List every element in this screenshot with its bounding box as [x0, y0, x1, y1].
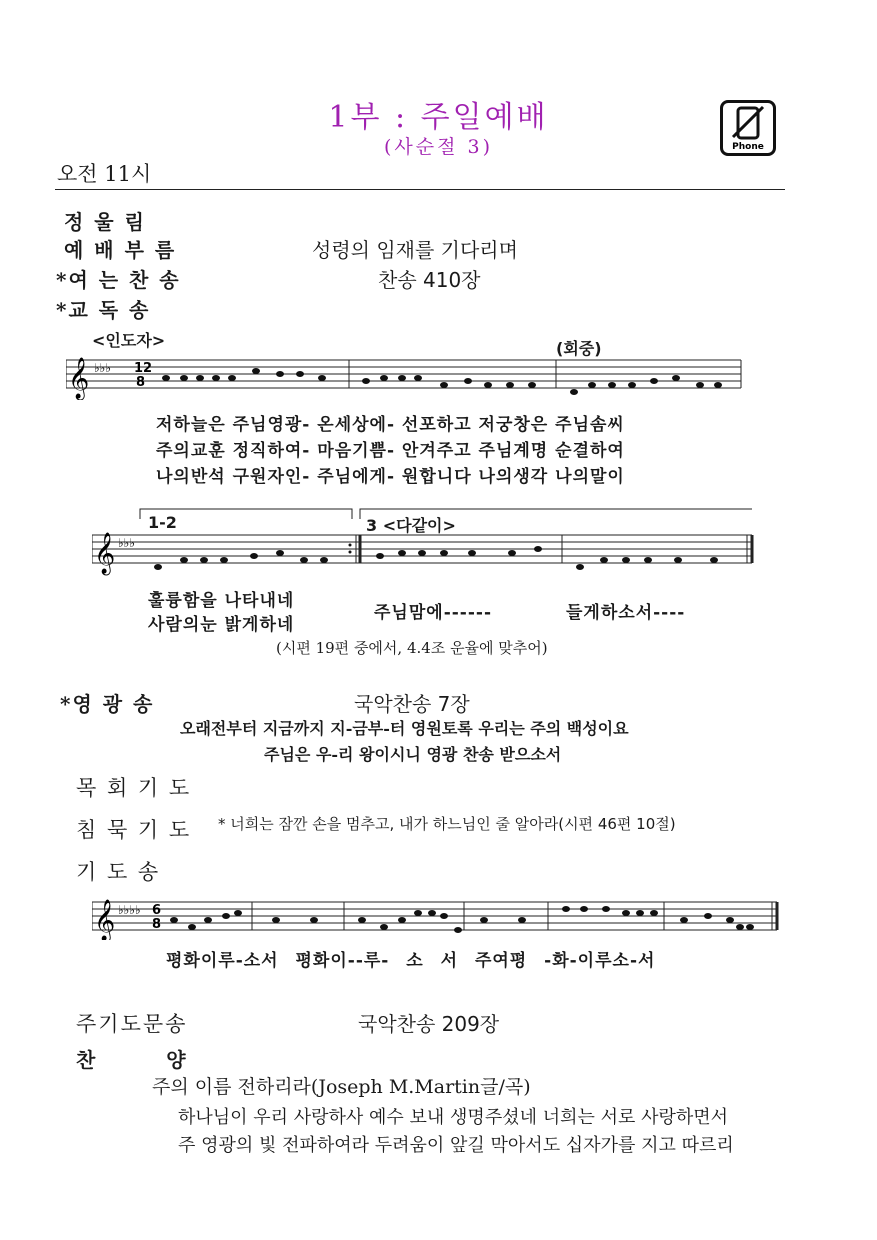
page-title: 1부 : 주일예배 [328, 100, 549, 135]
order-item-call-to-worship: 예 배 부 름 [64, 238, 177, 262]
lords-prayer-value: 국악찬송 209장 [358, 1012, 500, 1036]
ending-3-label: 3 <다같이> [366, 516, 456, 535]
svg-text:♭♭♭: ♭♭♭ [118, 536, 135, 550]
svg-text:♭♭♭♭: ♭♭♭♭ [118, 903, 141, 917]
leader-label: <인도자> [92, 331, 166, 350]
ending-1-2-label: 1-2 [148, 513, 177, 532]
page-subtitle: (사순절 3) [383, 136, 493, 158]
call-to-worship-value: 성령의 임재를 기다리며 [312, 238, 518, 262]
phone-label: Phone [732, 142, 764, 152]
prayer-song-lyrics: 평화이루-소서 평화이--루- 소 서 주여평 -화-이루소-서 [166, 951, 656, 971]
order-item-lords-prayer: 주기도문송 [76, 1012, 188, 1036]
no-phone-icon [720, 100, 776, 156]
service-time: 오전 11시 [57, 162, 152, 186]
svg-text:8: 8 [136, 375, 146, 390]
staff1-lyrics-verse1: 저하늘은 주님영광- 온세상에- 선포하고 저궁창은 주님솜씨 [156, 415, 625, 435]
staff2-lyrics-final: 들게하소서---- [566, 603, 686, 623]
treble-clef-icon: 𝄞 [94, 533, 116, 574]
anthem-lyrics-line2: 주 영광의 빛 전파하여라 두려움이 앞길 막아서도 십자가를 지고 따르리 [178, 1135, 734, 1156]
order-item-silent-prayer: 침 묵 기 도 [76, 818, 192, 842]
order-item-prelude: 정 울 림 [64, 210, 146, 234]
staff1-lyrics-verse3: 나의반석 구원자인- 주님에게- 원합니다 나의생각 나의말이 [156, 467, 625, 487]
gloria-lyrics-line2: 주님은 우-리 왕이시니 영광 찬송 받으소서 [264, 745, 562, 764]
order-item-anthem: 찬 양 [76, 1048, 188, 1072]
order-item-responsive-reading: *교 독 송 [56, 298, 151, 322]
treble-clef-icon: 𝄞 [68, 358, 90, 399]
anthem-lyrics-line1: 하나님이 우리 사랑하사 예수 보내 생명주셨네 너희는 서로 사랑하면서 [178, 1107, 729, 1128]
treble-clef-icon: 𝄞 [94, 900, 116, 940]
psalm-reference: (시편 19편 중에서, 4.4조 운율에 맞추어) [276, 639, 548, 657]
gloria-value: 국악찬송 7장 [354, 692, 470, 716]
order-item-prayer-song: 기 도 송 [76, 860, 161, 884]
staff2-lyrics-ending: 주님맘에------ [374, 603, 493, 623]
order-item-gloria: *영 광 송 [60, 692, 155, 716]
staff1-lyrics-verse2: 주의교훈 정직하여- 마음기쁨- 안겨주고 주님계명 순결하여 [156, 441, 625, 461]
svg-text:♭♭♭: ♭♭♭ [94, 361, 111, 375]
order-item-pastoral-prayer: 목 회 기 도 [76, 776, 192, 800]
staff2-lyrics-line1: 훌륭함을 나타내네 [148, 591, 295, 611]
svg-text:6: 6 [152, 903, 162, 918]
svg-text:8: 8 [152, 917, 162, 932]
staff2-lyrics-line2: 사람의눈 밝게하네 [148, 615, 295, 635]
music-staff-1 [66, 350, 746, 400]
silent-prayer-verse: * 너희는 잠깐 손을 멈추고, 내가 하느님인 줄 알아라(시편 46편 10절) [218, 815, 676, 833]
header-divider [55, 189, 785, 190]
anthem-title: 주의 이름 전하리라(Joseph M.Martin글/곡) [152, 1076, 531, 1098]
music-staff-2 [92, 505, 762, 585]
congregation-label: (회중) [556, 339, 602, 358]
opening-hymn-value: 찬송 410장 [378, 268, 481, 292]
gloria-lyrics-line1: 오래전부터 지금까지 지-금부-터 영원토록 우리는 주의 백성이요 [180, 719, 629, 738]
order-item-opening-hymn: *여 는 찬 송 [56, 268, 181, 292]
svg-text:12: 12 [134, 361, 153, 376]
music-staff-3 [92, 890, 782, 940]
